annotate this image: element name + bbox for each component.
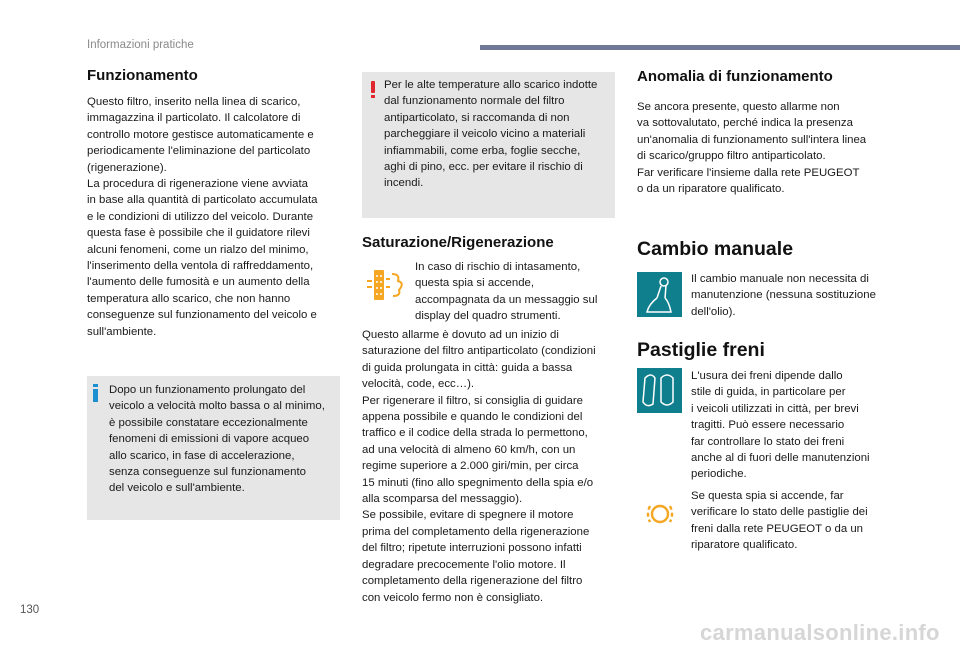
text-line: alcuni fenomeni, come un rialzo del minimo, (87, 243, 309, 256)
text-line: Questo filtro, inserito nella linea di scarico, (87, 96, 301, 108)
cambio-body (691, 271, 876, 320)
gear-shift-icon (637, 272, 682, 317)
particle-filter-icon (366, 268, 406, 302)
text-line: Se possibile, evitare di spegnere il motore (362, 509, 574, 522)
text-line: e le condizioni di utilizzo del veicolo. Durante (87, 210, 314, 223)
text-line: temperatura allo scarico, che non hanno (87, 292, 291, 305)
text-line: va sottovalutato, perché indica la presenza (637, 117, 853, 130)
heading-saturazione: Saturazione/Rigenerazione (362, 234, 554, 251)
text-line: di scarico/gruppo filtro antiparticolato. (637, 150, 826, 163)
text-line: dal funzionamento normale del filtro (384, 95, 565, 108)
text-line: questa fase è possibile che il guidatore rilevi (87, 227, 310, 240)
text-line: infiammabili, come erba, foglie secche, (384, 144, 581, 157)
text-line: traffico e il codice della strada lo permettono, (362, 427, 588, 440)
text-line: l'inserimento della ventola di raffreddamento, (87, 260, 314, 273)
text-line: velocità, code, ecc…). (362, 378, 475, 391)
text-line: far controllare lo stato dei freni (691, 435, 845, 448)
text-line: periodicamente l'eliminazione del particolato (87, 145, 311, 158)
text-line: tragitti. Può essere necessario (691, 419, 845, 432)
text-line: i veicoli utilizzati in città, per brevi (691, 402, 859, 415)
text-line: accompagnata da un messaggio sul (415, 293, 598, 306)
text-line: di guida prolungata in città: guida a bassa (362, 361, 573, 374)
pastiglie-warning-text (691, 488, 868, 554)
text-line: Se ancora presente, questo allarme non (637, 101, 840, 113)
text-line: Se questa spia si accende, far (691, 490, 844, 502)
text-line: veicolo a velocità molto bassa o al minimo, (109, 400, 325, 413)
brake-pads-icon (637, 368, 682, 413)
text-line: dell'olio). (691, 305, 736, 318)
text-line: appena possibile e quando le condizioni del (362, 411, 583, 424)
heading-pastiglie-freni: Pastiglie freni (637, 339, 765, 361)
heading-cambio-manuale: Cambio manuale (637, 238, 794, 260)
text-line: L'usura dei freni dipende dallo (691, 370, 843, 382)
section-header: Informazioni pratiche (87, 39, 194, 51)
text-line: incendi. (384, 177, 424, 190)
text-line: alla scomparsa del messaggio). (362, 493, 523, 506)
warning-icon (370, 81, 375, 99)
info-icon (93, 384, 98, 402)
text-line: allo scarico, in fase di accelerazione, (109, 449, 295, 462)
text-line: 15 minuti (fino allo spegnimento della spia e/o (362, 476, 594, 489)
funzionamento-body (87, 94, 318, 340)
text-line: freni dalla rete PEUGEOT o da un (691, 522, 864, 535)
text-line: anche al di fuori delle manutenzioni (691, 452, 870, 465)
text-line: con veicolo fermo non è consigliato. (362, 591, 544, 604)
text-line: prima del completamento della rigenerazione (362, 525, 590, 538)
anomalia-body (637, 99, 866, 197)
text-line: Per rigenerare il filtro, si consiglia di guidare (362, 394, 583, 407)
text-line: del filtro; ripetute interruzioni possono infatti (362, 542, 582, 555)
text-line: stile di guida, in particolare per (691, 386, 846, 399)
text-line: Dopo un funzionamento prolungato del (109, 384, 306, 396)
heading-funzionamento: Funzionamento (87, 67, 198, 84)
text-line: verificare lo stato delle pastiglie dei (691, 506, 868, 519)
header-bar (480, 45, 960, 50)
text-line: controllo motore gestisce automaticamente e (87, 128, 314, 141)
text-line: manutenzione (nessuna sostituzione (691, 289, 876, 302)
text-line: (rigenerazione). (87, 161, 167, 174)
text-line: Il cambio manuale non necessita di (691, 273, 869, 285)
text-line: antiparticolato, si raccomanda di non (384, 111, 570, 124)
text-line: conseguenze sul funzionamento del veicolo e (87, 309, 317, 322)
pastiglie-body (691, 368, 870, 483)
text-line: fenomeni di emissioni di vapore acqueo (109, 433, 310, 446)
text-line: questa spia si accende, (415, 277, 535, 290)
text-line: o da un riparatore qualificato. (637, 183, 785, 196)
info-note-text (109, 382, 325, 497)
text-line: saturazione del filtro antiparticolato (condizioni (362, 345, 596, 358)
text-line: aghi di pino, ecc. per evitare il rischio di (384, 161, 583, 174)
watermark: carmanualsonline.info (700, 620, 940, 645)
text-line: riparatore qualificato. (691, 539, 798, 552)
text-line: è possibile constatare eccezionalmente (109, 416, 308, 429)
text-line: Per le alte temperature allo scarico indotte (384, 79, 598, 91)
text-line: sull'ambiente. (87, 325, 157, 338)
text-line: In caso di rischio di intasamento, (415, 261, 581, 273)
text-line: parcheggiare il veicolo vicino a materiali (384, 128, 586, 141)
text-line: periodiche. (691, 468, 747, 481)
text-line: La procedura di rigenerazione viene avviata (87, 178, 308, 191)
warning-note-text (384, 77, 597, 192)
text-line: ad una velocità di almeno 60 km/h, con un (362, 443, 576, 456)
text-line: senza conseguenze sul funzionamento (109, 466, 306, 479)
page-number: 130 (20, 604, 40, 616)
text-line: un'anomalia di funzionamento sull'intera linea (637, 133, 867, 146)
brake-warning-icon (645, 500, 675, 528)
text-line: Far verificare l'insieme dalla rete PEUGEOT (637, 166, 860, 179)
saturazione-body (362, 327, 596, 606)
heading-anomalia: Anomalia di funzionamento (637, 68, 833, 85)
text-line: regime superiore a 2.000 giri/min, per circa (362, 460, 579, 473)
text-line: l'aumento delle fumosità e un aumento della (87, 276, 310, 289)
text-line: in base alla quantità di particolato accumulata (87, 194, 318, 207)
text-line: immagazzina il particolato. Il calcolatore di (87, 112, 301, 125)
text-line: del veicolo e sull'ambiente. (109, 482, 245, 495)
text-line: completamento della rigenerazione del filtro (362, 575, 583, 588)
saturazione-icon-text (415, 259, 597, 325)
text-line: display del quadro strumenti. (415, 310, 561, 323)
text-line: Questo allarme è dovuto ad un inizio di (362, 329, 559, 341)
text-line: degradare precocemente l'olio motore. Il (362, 558, 566, 571)
